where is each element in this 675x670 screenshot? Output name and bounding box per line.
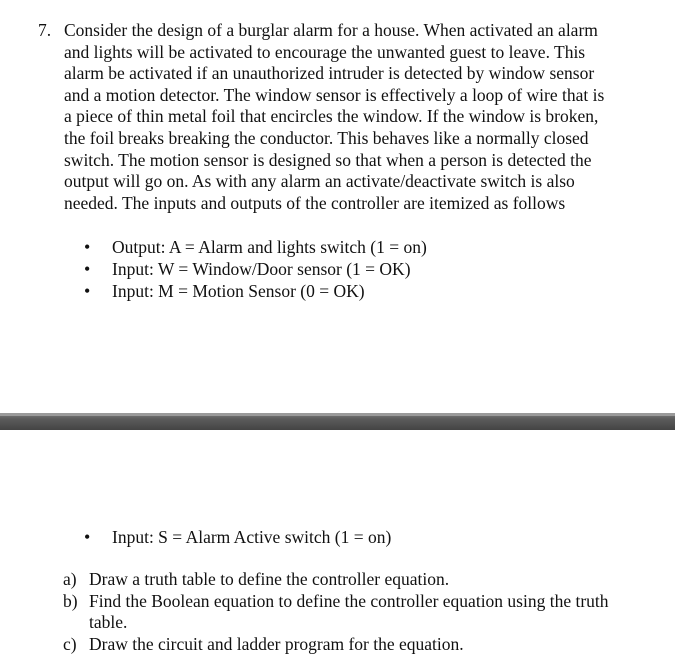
list-item <box>84 280 427 302</box>
part-label: b) <box>63 590 78 611</box>
question-line: switch. The motion sensor is designed so that when a person is detected the <box>64 149 592 170</box>
part-b <box>63 591 609 634</box>
question-number: 7. <box>38 20 52 40</box>
question-line: and a motion detector. The window sensor is effectively a loop of wire that is <box>64 84 605 105</box>
list-item <box>84 526 391 548</box>
question-line: a piece of thin metal foil that encircles the window. If the window is broken, <box>64 106 599 127</box>
part-line: Draw the circuit and ladder program for the equation. <box>89 633 464 654</box>
question-line: alarm be activated if an unauthorized intruder is detected by window sensor <box>64 63 595 84</box>
part-line: Draw a truth table to define the controller equation. <box>89 569 450 589</box>
question-line: the foil breaks breaking the conductor. This behaves like a normally closed <box>64 127 589 148</box>
page-divider-highlight <box>0 413 675 416</box>
io-input-active-switch: Input: S = Alarm Active switch (1 = on) <box>112 527 392 547</box>
bullet-icon: • <box>84 237 91 257</box>
io-list-continued <box>84 526 391 548</box>
part-text <box>89 591 609 634</box>
io-input-window: Input: W = Window/Door sensor (1 = OK) <box>112 259 411 279</box>
list-item <box>84 236 427 258</box>
bullet-icon: • <box>84 259 91 279</box>
question-line: Consider the design of a burglar alarm for a house. When activated an alarm <box>64 20 598 40</box>
question-parts <box>63 569 609 655</box>
bullet-icon: • <box>84 281 91 301</box>
question-text <box>64 20 664 214</box>
io-output-alarm: Output: A = Alarm and lights switch (1 = on) <box>112 237 427 257</box>
question-line: needed. The inputs and outputs of the controller are itemized as follows <box>64 192 566 213</box>
list-item <box>84 258 427 280</box>
question-line: and lights will be activated to encourage the unwanted guest to leave. This <box>64 41 586 62</box>
bullet-icon: • <box>84 527 91 547</box>
part-line: Find the Boolean equation to define the controller equation using the truth <box>89 590 609 611</box>
io-list <box>84 236 427 302</box>
part-label: c) <box>63 633 77 654</box>
part-text <box>89 634 464 656</box>
part-a <box>63 569 609 591</box>
part-c <box>63 634 609 656</box>
part-line: table. <box>89 612 128 633</box>
part-label: a) <box>63 569 77 589</box>
part-text <box>89 569 449 591</box>
io-input-motion: Input: M = Motion Sensor (0 = OK) <box>112 281 365 301</box>
question-line: output will go on. As with any alarm an activate/deactivate switch is also <box>64 171 575 192</box>
